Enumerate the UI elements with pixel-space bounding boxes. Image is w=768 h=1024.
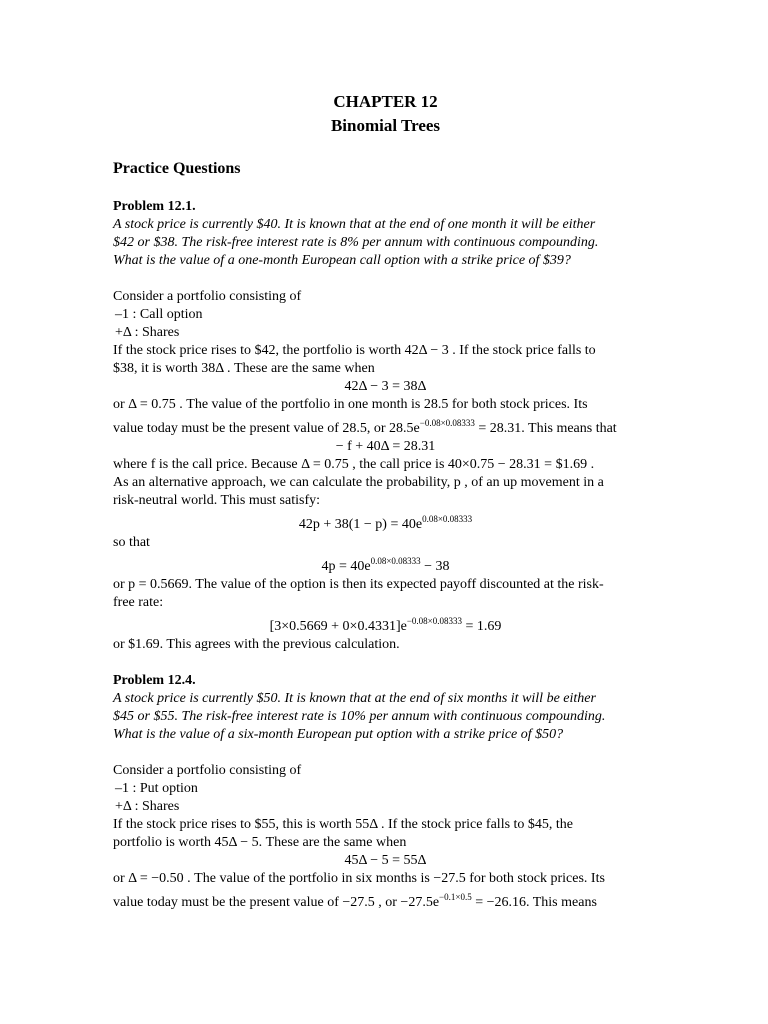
answer-line: so that bbox=[113, 535, 150, 550]
portfolio-item: –1 : Put option bbox=[115, 781, 198, 796]
answer-line bbox=[113, 888, 658, 912]
answer-line: risk-neutral world. This must satisfy: bbox=[113, 493, 320, 508]
answer-line: portfolio is worth 45Δ − 5. These are the same when bbox=[113, 835, 407, 850]
problem-question bbox=[113, 690, 658, 744]
answer-line: As an alternative approach, we can calculate the probability, p , of an up movement in a bbox=[113, 475, 604, 490]
section-heading: Practice Questions bbox=[113, 160, 241, 177]
answer-line: or p = 0.5669. The value of the option is then its expected payoff discounted at the risk- bbox=[113, 577, 604, 592]
answer-text: value today must be the present value of 28.5, or 28.5e bbox=[113, 421, 420, 436]
answer-text: = 28.31. This means that bbox=[474, 421, 617, 436]
portfolio-item: +Δ : Shares bbox=[115, 799, 180, 814]
equation: 42Δ − 3 = 38Δ bbox=[344, 379, 427, 394]
question-line: A stock price is currently $50. It is known that at the end of six months it will be either bbox=[113, 691, 596, 706]
answer-line: or $1.69. This agrees with the previous calculation. bbox=[113, 637, 400, 652]
equation-text: 42p + 38(1 − p) = 40e bbox=[298, 517, 423, 532]
answer-line: Consider a portfolio consisting of bbox=[113, 763, 302, 778]
answer-line bbox=[113, 414, 658, 438]
equation bbox=[113, 612, 658, 636]
equation: 45Δ − 5 = 55Δ bbox=[344, 853, 427, 868]
equation-text: 4p = 40e bbox=[321, 559, 371, 574]
exponent: 0.08×0.08333 bbox=[370, 556, 421, 566]
answer-line: If the stock price rises to $55, this is worth 55Δ . If the stock price falls to $45, the bbox=[113, 817, 574, 832]
question-line: $42 or $38. The risk-free interest rate is 8% per annum with continuous compounding. bbox=[113, 235, 599, 250]
equation-text: = 1.69 bbox=[461, 619, 502, 634]
equation bbox=[113, 510, 658, 534]
portfolio-item: –1 : Call option bbox=[115, 307, 203, 322]
answer-line: $38, it is worth 38Δ . These are the same when bbox=[113, 361, 375, 376]
equation-text: [3×0.5669 + 0×0.4331]e bbox=[269, 619, 407, 634]
document-page bbox=[113, 88, 658, 912]
portfolio-item: +Δ : Shares bbox=[115, 325, 180, 340]
equation-text: − 38 bbox=[420, 559, 450, 574]
question-line: What is the value of a one-month European call option with a strike price of $39? bbox=[113, 253, 571, 268]
problem-title: Problem 12.4. bbox=[113, 673, 196, 688]
problem-question bbox=[113, 216, 658, 270]
exponent: 0.08×0.08333 bbox=[422, 514, 473, 524]
answer-line: where f is the call price. Because Δ = 0.75 , the call price is 40×0.75 − 28.31 = $1.69 . bbox=[113, 457, 595, 472]
exponent: −0.1×0.5 bbox=[439, 892, 472, 902]
chapter-heading: CHAPTER 12 bbox=[333, 92, 438, 111]
answer-line: or Δ = 0.75 . The value of the portfolio in one month is 28.5 for both stock prices. Its bbox=[113, 397, 588, 412]
chapter-title: Binomial Trees bbox=[330, 116, 441, 135]
answer-text: = −26.16. This means bbox=[471, 895, 597, 910]
answer-line: or Δ = −0.50 . The value of the portfolio in six months is −27.5 for both stock prices. Its bbox=[113, 871, 605, 886]
answer-text: value today must be the present value of −27.5 , or −27.5e bbox=[113, 895, 440, 910]
question-line: A stock price is currently $40. It is known that at the end of one month it will be either bbox=[113, 217, 596, 232]
problem-title: Problem 12.1. bbox=[113, 199, 196, 214]
question-line: What is the value of a six-month European put option with a strike price of $50? bbox=[113, 727, 564, 742]
answer-line: free rate: bbox=[113, 595, 164, 610]
equation bbox=[113, 552, 658, 576]
answer-line: Consider a portfolio consisting of bbox=[113, 289, 302, 304]
exponent: −0.08×0.08333 bbox=[419, 418, 475, 428]
answer-line: If the stock price rises to $42, the portfolio is worth 42Δ − 3 . If the stock price falls to bbox=[113, 343, 596, 358]
question-line: $45 or $55. The risk-free interest rate is 10% per annum with continuous compounding. bbox=[113, 709, 606, 724]
exponent: −0.08×0.08333 bbox=[406, 616, 462, 626]
equation: − f + 40Δ = 28.31 bbox=[335, 439, 436, 454]
